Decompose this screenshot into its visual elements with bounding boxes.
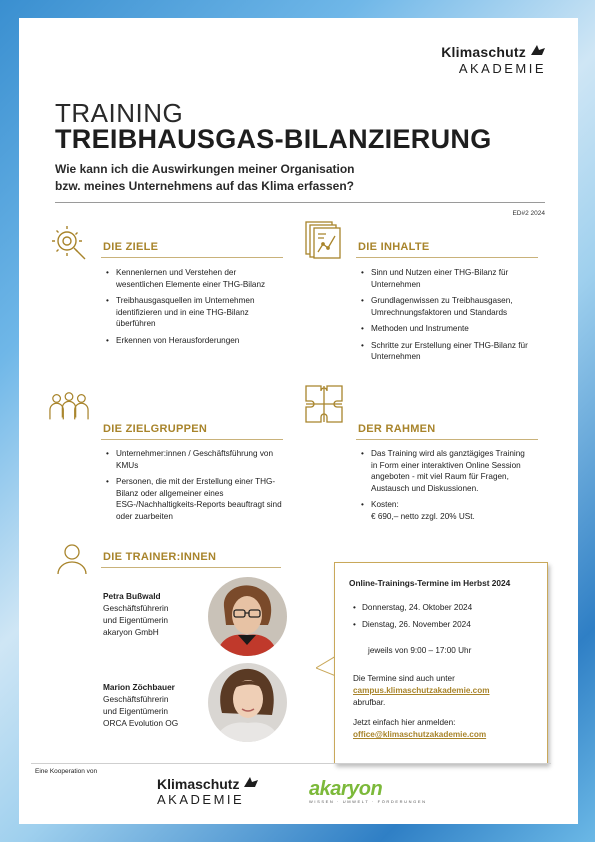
cost-label: Kosten: (371, 500, 399, 509)
section-underline (101, 439, 283, 440)
trainer-card (103, 681, 178, 729)
list-item: • Treibhausgasquellen im Unternehmen identifizieren und in eine THG-Bilanz überführen (105, 295, 285, 330)
flyer-page (19, 18, 578, 824)
trainer-role: und Eigentümerin (103, 615, 169, 625)
section-title: DIE ZIELGRUPPEN (103, 423, 208, 435)
list-item: • Grundlagenwissen zu Treibhausgasen, Umrechnungsfaktoren und Standards (360, 295, 545, 318)
subtitle-line: Wie kann ich die Auswirkungen meiner Organisation (55, 162, 355, 176)
cost-value: € 690,– netto zzgl. 20% USt. (371, 511, 475, 521)
ziele-list (105, 267, 285, 351)
divider (55, 202, 545, 203)
list-item: • Schritte zur Erstellung einer THG-Bilanz für Unternehmen (360, 340, 545, 363)
section-zielgruppen (49, 388, 299, 528)
trainer-name: Marion Zöchbauer (103, 682, 175, 692)
section-inhalte (304, 220, 554, 380)
section-trainer (55, 542, 305, 582)
date-item: • Dienstag, 26. November 2024 (353, 619, 472, 631)
cooperation-label: Eine Kooperation von (35, 768, 98, 775)
list-item: • Das Training wird als ganztägiges Training in Form einer interaktiven Online Session angeboten - mit viel Raum für Fragen, Austausch und Diskussionen. (360, 448, 525, 494)
edition-label: ED#2 2024 (512, 210, 545, 217)
section-underline (101, 257, 283, 258)
logo-name: Klimaschutz (157, 776, 240, 792)
trainer-photo (208, 663, 287, 742)
email-link[interactable]: office@klimaschutzakademie.com (353, 730, 487, 739)
zielgruppen-list (105, 448, 285, 527)
campus-link[interactable]: campus.klimaschutzakademie.com (353, 686, 490, 695)
gear-search-icon (49, 223, 89, 263)
dates-title: Online-Trainings-Termine im Herbst 2024 (349, 578, 511, 588)
klimaschutz-akademie-logo (441, 44, 546, 76)
speech-bubble-tail (316, 656, 336, 678)
section-title: DIE TRAINER:INNEN (103, 551, 217, 563)
section-underline (101, 567, 281, 568)
info-text: Jetzt einfach hier anmelden: (353, 718, 456, 727)
trainer-company: akaryon GmbH (103, 627, 159, 637)
info-campus (353, 673, 490, 709)
documents-chart-icon (304, 220, 344, 260)
akaryon-logo (309, 778, 427, 804)
trainer-role: Geschäftsführerin (103, 603, 169, 613)
subtitle-line: bzw. meines Unternehmens auf das Klima erfassen? (55, 179, 354, 193)
title-main: TREIBHAUSGAS-BILANZIERUNG (55, 124, 492, 154)
trainer-photo (208, 577, 287, 656)
group-people-icon (49, 388, 89, 428)
section-title: DER RAHMEN (358, 423, 436, 435)
list-item: • Kennenlernen und Verstehen der wesentlichen Elemente einer THG-Bilanz (105, 267, 285, 290)
puzzle-icon (304, 384, 344, 424)
trainer-role: und Eigentümerin (103, 706, 169, 716)
shark-fin-icon (243, 776, 259, 788)
trainer-card (103, 590, 168, 638)
list-item (360, 499, 525, 522)
section-rahmen (304, 384, 554, 544)
section-title: DIE ZIELE (103, 241, 159, 253)
logo-subname: AKADEMIE (157, 792, 245, 807)
logo-subname: AKADEMIE (458, 61, 546, 76)
section-underline (356, 439, 538, 440)
person-icon (55, 542, 89, 576)
klimaschutz-akademie-logo-footer (157, 776, 259, 807)
title-training: TRAINING (55, 98, 184, 128)
date-item: • Donnerstag, 24. Oktober 2024 (353, 602, 472, 614)
trainer-role: Geschäftsführerin (103, 694, 169, 704)
trainer-company: ORCA Evolution OG (103, 718, 179, 728)
list-item: • Unternehmer:innen / Geschäftsführung von KMUs (105, 448, 285, 471)
list-item: • Methoden und Instrumente (360, 323, 545, 335)
info-text: Die Termine sind auch unter (353, 674, 455, 683)
dates-list (353, 602, 472, 636)
list-item: • Personen, die mit der Erstellung einer THG-Bilanz oder allgemeiner eines ESG-/Nachhaltigkeits-Reports beauftragt sind oder zuarbeiten (105, 476, 285, 522)
section-underline (356, 257, 538, 258)
partner-tagline: WISSEN · UMWELT · FÖRDERUNGEN (309, 799, 427, 804)
footer-divider (31, 763, 551, 764)
list-item: • Sinn und Nutzen einer THG-Bilanz für Unternehmen (360, 267, 545, 290)
section-title: DIE INHALTE (358, 241, 430, 253)
trainer-name: Petra Bußwald (103, 591, 161, 601)
subtitle (55, 161, 385, 195)
partner-name: akaryon (309, 778, 383, 800)
inhalte-list (360, 267, 545, 368)
time-range: jeweils von 9:00 – 17:00 Uhr (368, 646, 472, 655)
info-text: abrufbar. (353, 698, 386, 707)
rahmen-list (360, 448, 525, 527)
list-item: • Erkennen von Herausforderungen (105, 335, 285, 347)
shark-fin-icon (530, 44, 546, 56)
section-ziele (49, 223, 299, 373)
logo-name: Klimaschutz (441, 44, 526, 60)
dates-box (334, 562, 548, 764)
info-register (353, 717, 486, 741)
